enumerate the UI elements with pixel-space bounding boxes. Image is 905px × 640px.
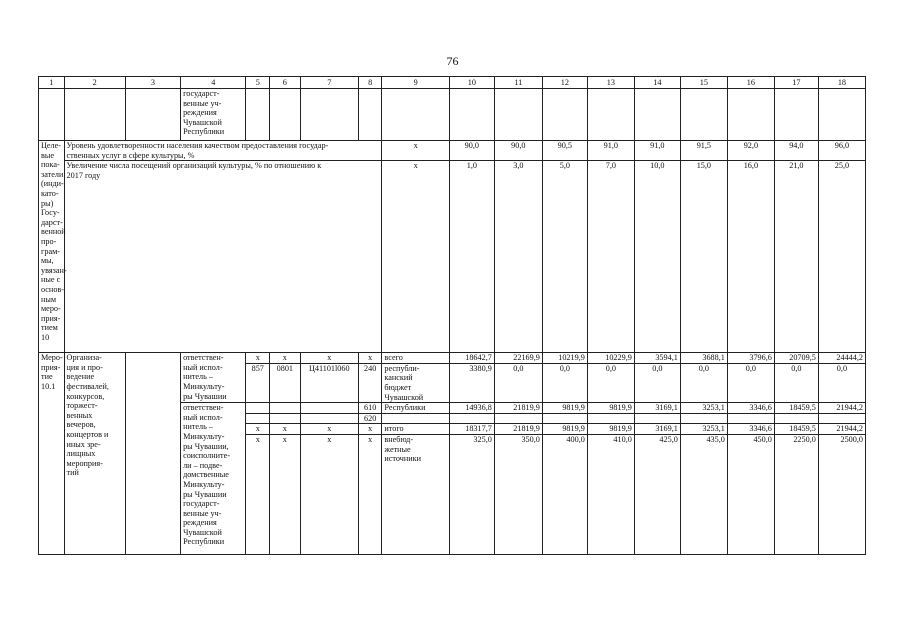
event-target-article: x bbox=[300, 353, 358, 364]
event-value: 3346,6 bbox=[727, 424, 774, 435]
event-value: 18459,5 bbox=[774, 424, 818, 435]
goal-col9: x bbox=[382, 161, 449, 353]
col-number: 18 bbox=[818, 77, 865, 89]
goal-value: 91,0 bbox=[634, 141, 680, 161]
goal-value: 3,0 bbox=[494, 161, 542, 353]
event-grbs: x bbox=[246, 434, 270, 554]
goal-value: 25,0 bbox=[818, 161, 865, 353]
page-number: 76 bbox=[446, 54, 459, 68]
event-value: 3169,1 bbox=[634, 403, 680, 414]
goal-value: 21,0 bbox=[774, 161, 818, 353]
event-value: 325,0 bbox=[449, 434, 494, 554]
event-section: x bbox=[269, 353, 300, 364]
event-value: 0,0 bbox=[774, 363, 818, 402]
goals-label-cell: Целе- вые пока- затели (инди- като- ры) Госу- дарст- венной про- грам- мы, увязан- ные с основ- ным меро- прия- тием 10 bbox=[39, 141, 65, 353]
event-value bbox=[542, 413, 587, 424]
event-value: 18459,5 bbox=[774, 403, 818, 414]
col-number: 8 bbox=[358, 77, 382, 89]
event-expense-group: 240 bbox=[358, 363, 382, 402]
goal-value: 90,5 bbox=[542, 141, 587, 161]
event-value: 3253,1 bbox=[680, 424, 727, 435]
event-value: 350,0 bbox=[494, 434, 542, 554]
event-section: x bbox=[269, 424, 300, 435]
event-label-cell: Меро- прия- тие 10.1 bbox=[39, 353, 65, 555]
col-number: 16 bbox=[727, 77, 774, 89]
event-col3-cell bbox=[125, 353, 180, 555]
col-number: 13 bbox=[587, 77, 634, 89]
col-number: 7 bbox=[300, 77, 358, 89]
col-number: 15 bbox=[680, 77, 727, 89]
event-value bbox=[494, 413, 542, 424]
goal-value: 5,0 bbox=[542, 161, 587, 353]
event-grbs: x bbox=[246, 353, 270, 364]
event-value: 20709,5 bbox=[774, 353, 818, 364]
goal-value: 90,0 bbox=[449, 141, 494, 161]
event-source bbox=[382, 413, 449, 424]
event-value: 400,0 bbox=[542, 434, 587, 554]
event-value: 14936,8 bbox=[449, 403, 494, 414]
event-value: 22169,9 bbox=[494, 353, 542, 364]
event-target-article bbox=[300, 403, 358, 414]
event-grbs: x bbox=[246, 424, 270, 435]
continuation-executor-cell: государст- венные уч- реждения Чувашской Республики bbox=[181, 89, 246, 141]
event-value: 3688,1 bbox=[680, 353, 727, 364]
event-value: 3169,1 bbox=[634, 424, 680, 435]
program-table bbox=[38, 76, 866, 555]
event-name-cell: Организа- ция и про- ведение фестивалей, конкурсов, торжест- венных вечеров, концертов и иных зре- лищных мероприя- тий bbox=[64, 353, 125, 555]
goal-row bbox=[39, 161, 866, 353]
event-source: республи- канский бюджет Чувашской bbox=[382, 363, 449, 402]
event-value: 450,0 bbox=[727, 434, 774, 554]
event-value: 0,0 bbox=[680, 363, 727, 402]
event-expense-group: x bbox=[358, 424, 382, 435]
event-value: 3796,6 bbox=[727, 353, 774, 364]
event-value bbox=[449, 413, 494, 424]
goal-value: 91,5 bbox=[680, 141, 727, 161]
event-grbs: 857 bbox=[246, 363, 270, 402]
col-number: 11 bbox=[494, 77, 542, 89]
goal-col9: x bbox=[382, 141, 449, 161]
event-expense-group: 620 bbox=[358, 413, 382, 424]
goal-value: 92,0 bbox=[727, 141, 774, 161]
col-number: 1 bbox=[39, 77, 65, 89]
goal-row bbox=[39, 141, 866, 161]
col-number: 17 bbox=[774, 77, 818, 89]
event-value: 9819,9 bbox=[587, 403, 634, 414]
goal-value: 15,0 bbox=[680, 161, 727, 353]
event-value: 10229,9 bbox=[587, 353, 634, 364]
event-value: 0,0 bbox=[818, 363, 865, 402]
event-value bbox=[680, 413, 727, 424]
event-expense-group: x bbox=[358, 353, 382, 364]
event-value: 21944,2 bbox=[818, 403, 865, 414]
goal-indicator-text: Увеличение числа посещений организаций культуры, % по отношению к 2017 году bbox=[64, 161, 382, 353]
col-number: 12 bbox=[542, 77, 587, 89]
event-target-article: x bbox=[300, 434, 358, 554]
event-target-article: Ц41101l060 bbox=[300, 363, 358, 402]
col-number: 14 bbox=[634, 77, 680, 89]
goal-indicator-text: Уровень удовлетворенности населения качеством предоставления государ- ственных услуг в сфере культуры, % bbox=[64, 141, 382, 161]
event-value: 18642,7 bbox=[449, 353, 494, 364]
event-section: 0801 bbox=[269, 363, 300, 402]
goal-value: 10,0 bbox=[634, 161, 680, 353]
event-value: 9819,9 bbox=[542, 403, 587, 414]
event-value: 3594,1 bbox=[634, 353, 680, 364]
event-value: 3253,1 bbox=[680, 403, 727, 414]
goal-value: 96,0 bbox=[818, 141, 865, 161]
event-value: 0,0 bbox=[587, 363, 634, 402]
goal-value: 16,0 bbox=[727, 161, 774, 353]
program-table-container bbox=[38, 76, 866, 555]
event-value: 425,0 bbox=[634, 434, 680, 554]
col-number: 4 bbox=[181, 77, 246, 89]
event-target-article bbox=[300, 413, 358, 424]
event-value: 435,0 bbox=[680, 434, 727, 554]
event-value bbox=[727, 413, 774, 424]
col-number: 9 bbox=[382, 77, 449, 89]
event-expense-group: 610 bbox=[358, 403, 382, 414]
event-value: 10219,9 bbox=[542, 353, 587, 364]
event-value: 21944,2 bbox=[818, 424, 865, 435]
event-value: 21819,9 bbox=[494, 424, 542, 435]
event-grbs bbox=[246, 403, 270, 414]
event-value: 0,0 bbox=[634, 363, 680, 402]
col-number: 6 bbox=[269, 77, 300, 89]
event-value: 3346,6 bbox=[727, 403, 774, 414]
event-value: 9819,9 bbox=[587, 424, 634, 435]
goal-value: 90,0 bbox=[494, 141, 542, 161]
event-source: всего bbox=[382, 353, 449, 364]
goal-value: 7,0 bbox=[587, 161, 634, 353]
event-value bbox=[818, 413, 865, 424]
event-source: Республики bbox=[382, 403, 449, 414]
event-grbs bbox=[246, 413, 270, 424]
col-number: 3 bbox=[125, 77, 180, 89]
event-value: 410,0 bbox=[587, 434, 634, 554]
event-row bbox=[39, 353, 866, 364]
col-number: 10 bbox=[449, 77, 494, 89]
event-value bbox=[587, 413, 634, 424]
goal-value: 94,0 bbox=[774, 141, 818, 161]
event-value: 2500,0 bbox=[818, 434, 865, 554]
event-value: 0,0 bbox=[494, 363, 542, 402]
goal-value: 91,0 bbox=[587, 141, 634, 161]
goal-value: 1,0 bbox=[449, 161, 494, 353]
col-number: 2 bbox=[64, 77, 125, 89]
event-executor-a: ответствен- ный испол- нитель – Минкульту- ры Чувашии bbox=[181, 353, 246, 403]
col-number: 5 bbox=[246, 77, 270, 89]
continuation-row bbox=[39, 89, 866, 141]
event-value: 0,0 bbox=[727, 363, 774, 402]
column-number-row bbox=[39, 77, 866, 89]
event-value: 24444,2 bbox=[818, 353, 865, 364]
event-section bbox=[269, 403, 300, 414]
event-executor-b: ответствен- ный испол- нитель – Минкульту- ры Чувашии, соисполните- ли – подве- домственные Минкульту- ры Чувашии государст- венные уч- реждения Чувашской Республики bbox=[181, 403, 246, 555]
event-value bbox=[774, 413, 818, 424]
event-section: x bbox=[269, 434, 300, 554]
event-value: 18317,7 bbox=[449, 424, 494, 435]
event-section bbox=[269, 413, 300, 424]
event-value: 21819,9 bbox=[494, 403, 542, 414]
event-value bbox=[634, 413, 680, 424]
event-value: 9819,9 bbox=[542, 424, 587, 435]
event-value: 3380,9 bbox=[449, 363, 494, 402]
event-value: 0,0 bbox=[542, 363, 587, 402]
event-source: внебюд- жетные источники bbox=[382, 434, 449, 554]
event-value: 2250,0 bbox=[774, 434, 818, 554]
event-source: итого bbox=[382, 424, 449, 435]
event-target-article: x bbox=[300, 424, 358, 435]
event-expense-group: x bbox=[358, 434, 382, 554]
